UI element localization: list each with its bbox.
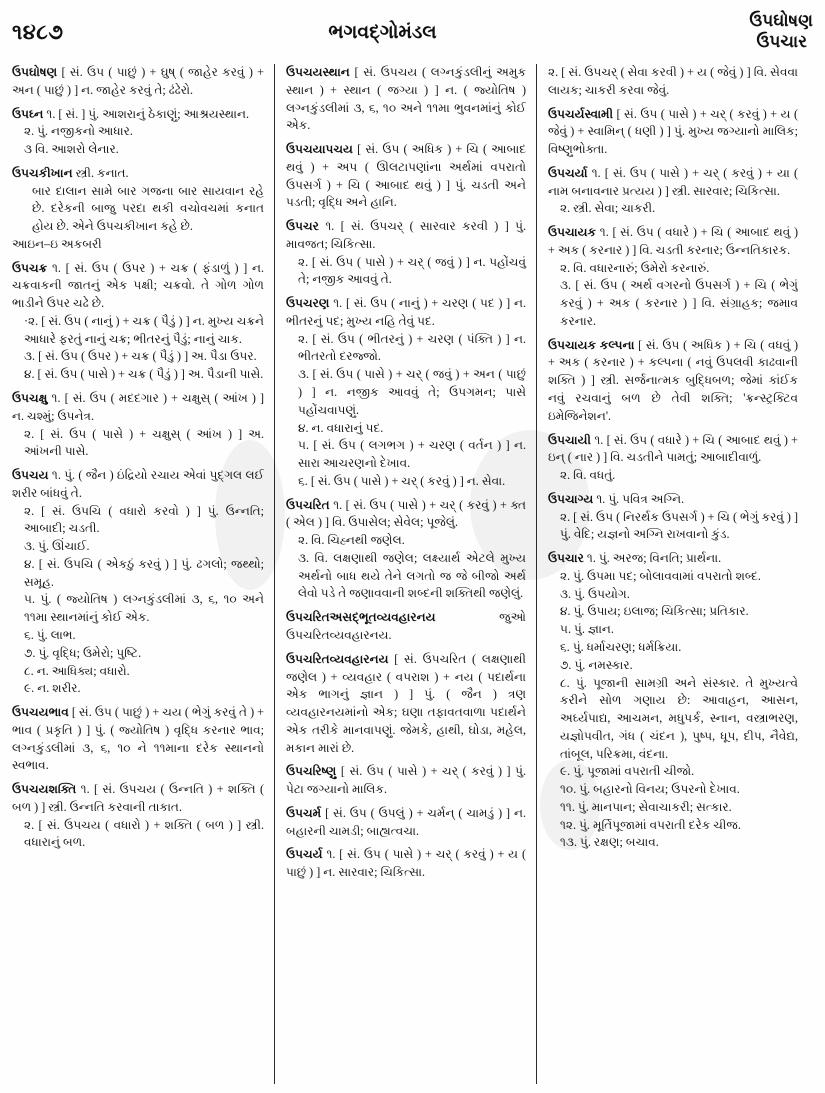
entry-definition: [ સં. ઉપ ( અધિક ) + ચિ ( વધવું ) + અક ( કરનાર ) + કલ્પના ( નવું ઉપલવી કાઢવાની શક્તિ ) ] સ્ત્રી. સર્જનાત્મક બુદ્ધિબળ; જેમાં કાંઈક નવું રચવાનું બળ છે તેવી શક્તિ; 'ક્રન્સ્ટ્રક્ટિવ ઇમેજિનેશન'.: [548, 337, 798, 423]
entry-definition: ૧. [ સં. ઉપ ( વધારે ) + ચિ ( આબાદ થવું ) + અક ( કરનાર ) ] વિ. ચડતી કરનાર; ઉન્નતિકારક.: [548, 225, 798, 257]
entry-sense: ૨. પું. નજીકનો આધાર.: [24, 124, 133, 139]
entry-sense: ૩. પું. ઊંચાઈ.: [24, 539, 90, 554]
page-number: ૧૪૮૭: [12, 20, 64, 44]
entry-sense: ૧૨. પું. મૂર્તિપૂજામાં વપરાતી દરેક ચીજ.: [560, 817, 741, 832]
dictionary-entry: [12, 390, 264, 461]
dictionary-entry: [12, 260, 264, 384]
entry-headword[interactable]: ઉપચર્યસ્વામી: [548, 106, 614, 121]
text-column-2: [274, 64, 536, 1084]
dictionary-entry: [12, 781, 264, 852]
entry-first-line: [286, 609, 526, 645]
entry-sense: ૩. પું. ઉપયોગ.: [560, 586, 630, 601]
entry-headword[interactable]: ઉપઘ્ન: [12, 106, 44, 121]
entry-sense: ૨. પું. ઉપમા પદ; બોલાવવામાં વપરાતો શબ્દ.: [560, 568, 761, 583]
entry-first-line: [286, 497, 526, 533]
text-column-1: [12, 64, 274, 1084]
entry-headword[interactable]: ઉપચર્ય: [286, 847, 323, 862]
dictionary-entry: [12, 165, 264, 254]
entry-sense: ૪. પું. ઉપાય; ઇલાજ; ચિકિત્સા; પ્રતિકાર.: [560, 604, 749, 619]
text-column-3: [536, 64, 798, 1084]
dictionary-entry: [12, 704, 264, 775]
entry-first-line: [286, 295, 526, 331]
entry-headword[interactable]: ઉપચયાપચય: [286, 142, 353, 157]
guide-word-first: ઉપઘોષણ: [749, 11, 813, 30]
dictionary-entry: [286, 218, 526, 289]
dictionary-entry: [548, 64, 798, 100]
entry-sense: ૨. વિ. વધતું.: [560, 468, 616, 483]
entry-quotation: બાર દાલાન સામે બાર ગજના બાર સાયવાન રહે છે. દરેકની બાજુ પરદા થકી વચોવચમાં કનાત હોય છે. એને ઉપચકીખાન કહે છે.: [32, 183, 264, 234]
entry-first-line: [12, 64, 264, 100]
entry-sense: ૬. પું. ધર્માચરણ; ધર્મક્રિયા.: [560, 639, 682, 654]
entry-headword[interactable]: ઉપચય: [12, 468, 49, 483]
entry-headword[interactable]: ઉપચાયી: [548, 432, 591, 447]
entry-sense: ૧૩. પું. રક્ષણ; બચાવ.: [560, 835, 659, 850]
entry-sense: ૨. [ સં. ઉપ ( ભીતરનું ) + ચરણ ( પંક્તિ ) ] ન. ભીતરતો દરજ્જો.: [298, 331, 526, 364]
entry-sense: ૧૦. પું. બહારનો વિનય; ઉપરનો દેખાવ.: [560, 782, 740, 797]
entry-definition: ૧. [ સં. ઉપ ( પાસે ) + ચર્ ( કરવું ) + યા ( નામ બનાવનાર પ્રત્યય ) ] સ્ત્રી. સારવાર; ચિકિત્સા.: [548, 165, 798, 198]
column-container: [12, 64, 813, 1084]
dictionary-entry: [548, 106, 798, 159]
entry-definition: ૧. [ સં. ઉપ ( મદદગાર ) + ચક્ષુસ્ ( આંખ ) ] ન. ચશ્મું; ઉપનેત્ર.: [12, 391, 264, 423]
dictionary-entry: [548, 432, 798, 485]
entry-definition: ૧. [ સં. ઉપ ( ઉપર ) + ચક્ર ( ફંડાળું ) ] ન. ચક્રવાકની જાતનું એક પક્ષી; ચક્રવો. તે ગોળ ગોળ ભાડીને ઉપર ચઢે છે.: [12, 260, 264, 311]
dictionary-entry: [12, 106, 264, 159]
entry-definition: [ સં. ઉપચરિત ( લક્ષણાથી જણેલ ) + વ્યવહાર ( વપરાશ ) + નય ( પદાર્થના એક ભાગનું જ્ઞાન ) ] પું. ( જૈન ) ત્રણ વ્યવહારનયમાંનો એક; ઘણા તફાવતવાળા પદાર્થને એક તરીકે માનવાપણું. જેમકે, હાથી, ઘોડા, મહેલ, મકાન મારાં છે.: [286, 651, 526, 755]
entry-sense: ૨. [ સં. ઉપ ( પાસે ) + ચર્ ( જવું ) ] ન. પહોંચવું તે; નજીક આવવું તે.: [298, 254, 526, 287]
entry-first-line: [548, 106, 798, 159]
entry-sense: ૪. [ સં. ઉપચિ ( એકઠું કરવું ) ] પું. ઢગલો; જથ્થો; સમૂહ.: [24, 556, 264, 589]
dictionary-entry: [286, 64, 526, 135]
dictionary-entry: [12, 467, 264, 698]
entry-first-line: [286, 64, 526, 135]
entry-definition: ૧. [ સં. ઉપ ( પાસે ) + ચર્ ( કરવું ) + ક્ત ( એલ ) ] વિ. ઉપાસેલ; સેવેલ; પૂજેલું.: [286, 497, 526, 530]
dictionary-entry: [286, 763, 526, 799]
entry-first-line: [548, 432, 798, 468]
entry-sense: ૭. પું. વૃદ્ધિ; ઉમેરો; પુષ્ટિ.: [24, 645, 142, 660]
entry-first-line: [286, 846, 526, 882]
dictionary-entry: [286, 846, 526, 882]
entry-first-line: [12, 781, 264, 817]
dictionary-entry: [286, 609, 526, 645]
entry-headword[interactable]: ઉપચક્ર: [12, 260, 48, 275]
entry-headword[interactable]: ઉપચકીખાન: [12, 165, 73, 180]
dictionary-entry: [548, 337, 798, 426]
entry-sense: ૨. [ સં. ઉપચિ ( વધારો કરવો ) ] પું. ઉન્નતિ; આબાદી; ચડતી.: [24, 503, 264, 536]
entry-headword[interactable]: ઉપચર્મ: [286, 805, 322, 820]
entry-headword[interactable]: ઉપચાયક: [548, 225, 597, 240]
entry-sense: ૩ વિ. આશરો લેનાર.: [24, 142, 119, 157]
entry-sense: ૮. પું. પૂજાની સામગ્રી અને સંસ્કાર. તે મુખ્યત્વે કરીને સોળ ગણાય છે: આવાહન, આસન, અર્ઘ્યપાદ્ય, આચમન, મધુપર્ક, સ્નાન, વસ્ત્રાભરણ, યજ્ઞોપવીત, ગંધ ( ચંદન ), પુષ્પ, ધૂપ, દીપ, નૈવેદ્ય, તાંબૂલ, પરિક્રમા, વંદના.: [560, 675, 798, 761]
entry-sense: ૮. ન. આધિક્ય; વધારો.: [24, 663, 130, 678]
dictionary-entry: [286, 651, 526, 758]
entry-headword[interactable]: ઉપચાયક કલ્પના: [548, 337, 635, 352]
entry-sense: ૪. [ સં. ઉપ ( પાસે ) + ચક્ર ( પૈડું ) ] અ. પૈડાની પાસે.: [24, 367, 264, 382]
dictionary-entry: [548, 550, 798, 852]
entry-headword[interactable]: ઉપચક્ષુ: [12, 391, 48, 406]
entry-sense: ૨. [ સં. ઉપચય ( વધારો ) + શક્તિ ( બળ ) ] સ્ત્રી. વધારાનું બળ.: [24, 817, 264, 850]
entry-first-line: [548, 224, 798, 260]
dictionary-entry: [548, 491, 798, 544]
entry-first-line: [548, 550, 798, 568]
entry-first-line: [12, 260, 264, 313]
entry-definition: ૧. [ સં. ઉપચય ( ઉન્નતિ ) + શક્તિ ( બળ ) ] સ્ત્રી. ઉન્નતિ કરવાની તાકાત.: [12, 782, 265, 814]
book-title: ભગવદ્ગોમંડલ: [328, 22, 437, 43]
entry-headword[interactable]: ઉપચરણ: [286, 296, 330, 311]
entry-definition: ૧. [ સં. ] પું. આશરાનું ઠેકાણું; આશ્રયસ્થાન.: [46, 106, 250, 121]
entry-sense: ૨. સ્ત્રી. સેવા; ચાકરી.: [560, 201, 656, 216]
dictionary-entry: [286, 295, 526, 490]
entry-headword[interactable]: ઉપચર: [286, 219, 319, 234]
entry-definition: ઉપચરિતવ્યવહારનય.: [286, 627, 392, 642]
dictionary-entry: [286, 141, 526, 212]
entry-sense: ૯. પું. પૂજામાં વપરાતી ચીજો.: [560, 764, 695, 779]
entry-headword[interactable]: ઉપઘોષણ: [12, 65, 58, 79]
entry-sense: ૫. પું. ( જ્યોતિષ ) લગ્નકુંડલીમાં ૩, ૬, ૧૦ અને ૧૧મા સ્થાનમાંનું કોઈ એક.: [24, 592, 264, 625]
entry-sense: ૩. [ સં. ઉપ ( અર્થ વગરનો ઉપસર્ગ ) + ચિ ( ભેગું કરવું ) + અક ( કરનાર ) ] વિ. સંગ્રાહક; જમાવ કરનાર.: [560, 278, 798, 328]
entry-sense: ૪. ન. વધારાનું પદ.: [298, 420, 384, 435]
entry-definition: [ સં. ઉપ ( પાછું ) + ઘુષ્ ( જાહેર કરવું ) + અન ( પાછું ) ] ન. જાહેર કરવું તે; ઢંઢેરો.: [12, 65, 264, 97]
entry-sense: ૨. [ સં. ઉપ ( પાસે ) + ચક્ષુસ્ ( આંખ ) ] અ. આંખની પાસે.: [24, 426, 264, 459]
dictionary-entry: [286, 497, 526, 604]
dictionary-entry: [286, 805, 526, 841]
guide-word-second: ઉપચાર: [756, 32, 807, 52]
entry-first-line: [286, 805, 526, 841]
entry-first-line: [548, 491, 798, 509]
entry-headword[interactable]: ઉપચરિતવ્યવહારનય: [286, 651, 389, 666]
entry-sense: ૫. પું. જ્ઞાન.: [560, 622, 614, 637]
entry-headword[interactable]: ઉપચાગ્ય: [548, 491, 594, 506]
entry-sense: ૩. વિ. લક્ષણાથી જણેલ; લક્ષ્યાર્થ એટલે મુખ્ય અર્થનો બાધ થયે તેને લગતો જ જે બીજો અર્થ લેવો પડે તે જણાવવાની શબ્દની શક્તિથી જણેલું.: [298, 550, 526, 601]
entry-first-line: [286, 218, 526, 254]
entry-first-line: [12, 165, 264, 183]
entry-first-line: [286, 141, 526, 212]
guide-words: [663, 10, 813, 53]
dictionary-entry: [548, 224, 798, 331]
entry-headword[interactable]: ઉપચરિત: [286, 497, 330, 512]
entry-headword[interactable]: ઉપચયશક્તિ: [12, 782, 77, 797]
entry-definition: ૧. [ સં. ઉપચર્ ( સારવાર કરવી ) ] પું. માવજત; ચિકિત્સા.: [286, 219, 526, 251]
entry-sense: ૩. [ સં. ઉપ ( પાસે ) + ચર્ ( જવું ) + અન ( પાછું ) ] ન. નજીક આવવું તે; ઉપગમન; પાસે પહોંચવાપણું.: [298, 367, 526, 417]
entry-definition: સ્ત્રી. કનાત.: [75, 165, 129, 180]
entry-definition: [ સં. ઉપચય ( લગ્નકુંડલીનું અમુક સ્થાન ) + સ્થાન ( જગ્યા ) ] ન. ( જ્યોતિષ ) લગ્નકુંડલીમાં ૩, ૬, ૧૦ અને ૧૧મા ભુવનમાંનું કોઈ એક.: [286, 65, 526, 133]
dictionary-entry: [12, 64, 264, 100]
entry-sense: ૧૧. પું. માનપાન; સેવાચાકરી; સત્કાર.: [560, 799, 732, 814]
entry-definition: [ સં. ઉપ ( ઉપલું ) + ચર્મન્ ( ચામડું ) ] ન. બહારની ચામડી; બાહ્યત્વચા.: [286, 805, 526, 838]
entry-first-line: [548, 165, 798, 201]
entry-quotation-source: આઇન–ઇ અકબરી: [12, 236, 102, 251]
entry-first-line: [12, 106, 264, 124]
entry-first-line: [286, 763, 526, 799]
cross-reference-label[interactable]: જુઓ: [499, 610, 526, 625]
entry-first-line: [548, 337, 798, 426]
entry-definition: ૧. [ સં. ઉપ ( પાસે ) + ચર્ ( કરવું ) + ય ( પાછું ) ] ન. સારવાર; ચિકિત્સા.: [286, 847, 526, 880]
entry-sense: ૯. ન. શરીર.: [24, 681, 81, 696]
entry-definition: [ સં. ઉપ ( અધિક ) + ચિ ( આબાદ થવું ) + અપ ( ઊલટાપણાંના અર્થમાં વપરાતો ઉપસર્ગ ) + ચિ ( આબાદ થવું ) ] પું. ચડતી અને પડતી; વૃદ્ધિ અને હાનિ.: [286, 142, 526, 210]
entry-first-line: [12, 390, 264, 426]
entry-sense: ૫. [ સં. ઉપ ( લગભગ ) + ચરણ ( વર્તન ) ] ન. સારા આચરણનો દેખાવ.: [298, 438, 526, 471]
entry-definition: [ સં. ઉપ ( પાસે ) + ચર્ ( કરવું ) + ય ( જેવું ) + સ્વામિન્ ( ધણી ) ] પું. મુખ્ય જગ્યાનો માલિક; વિષ્ણુભોક્તા.: [548, 106, 798, 157]
entry-definition: ૧. [ સં. ઉપ ( નાનું ) + ચરણ ( પદ ) ] ન. ભીતરનું પદ; મુખ્ય નહિ તેવું પદ.: [286, 296, 526, 328]
entry-first-line: [548, 64, 798, 100]
entry-definition: ૨. [ સં. ઉપચર્ ( સેવા કરવી ) + ય ( જેવું ) ] વિ. સેવવા લાયક; ચાકરી કરવા જેવું.: [548, 65, 798, 97]
running-head: [12, 10, 813, 62]
entry-headword[interactable]: ઉપચર્યા: [548, 165, 588, 180]
entry-headword[interactable]: ઉપચયસ્થાન: [286, 65, 350, 79]
entry-first-line: [12, 704, 264, 775]
entry-sense: ૬. [ સં. ઉપ ( પાસે ) + ચર્ ( કરવું ) ] ન. સેવા.: [298, 473, 506, 488]
entry-definition: ૧. [ સં. ઉપ ( વધારે ) + ચિ ( આબાદ થવું ) + ઇન્ ( નાર ) ] વિ. ચડતીને પામતું; આબાદીવાળું.: [548, 432, 798, 465]
entry-sense: ૨. વિ. ચિહ્નથી જણેલ.: [298, 533, 405, 548]
entry-headword[interactable]: ઉપચરિષ્ણુ: [286, 764, 337, 779]
entry-definition: ૧. પું. અરજ; વિનતિ; પ્રાર્થના.: [586, 551, 722, 566]
entry-sense: ૨. [ સં. ઉપ ( નિરર્થક ઉપસર્ગ ) + ચિ ( ભેગું કરવું ) ] પું. વેદિ; યજ્ઞનો અગ્નિ રાખવાનો કુંડ.: [560, 509, 798, 542]
dictionary-entry: [548, 165, 798, 218]
entry-sense: ·૨. [ સં. ઉપ ( નાનું ) + ચક્ર ( પૈડું ) ] ન. મુખ્ય ચક્રને આધારે ફરતું નાનું ચક્ર; ભીતરનું પૈડું; નાનું ચાક.: [24, 313, 264, 346]
entry-definition: ૧. પું. પવિત્ર અગ્નિ.: [596, 491, 685, 506]
entry-headword[interactable]: ઉપચરિતઅસદ્ભૂતવ્યવહારનય: [286, 610, 436, 625]
entry-definition: [ સં. ઉપ ( પાસે ) + ચર્ ( કરવું ) ] પું. પેટા જગ્યાનો માલિક.: [286, 764, 527, 797]
entry-sense: ૨. વિ. વધારનારું; ઉમેરો કરનારું.: [560, 260, 710, 275]
entry-definition: ૧. પું. ( જૈન ) ઇંદ્રિયો રચાય એવાં પુદ્ગલ લઈ શરીર બાંધવું તે.: [12, 468, 264, 500]
entry-sense: ૭. પું. નમસ્કાર.: [560, 657, 633, 672]
entry-sense: ૬. પું. લાભ.: [24, 627, 76, 642]
entry-definition: [ સં. ઉપ ( પાછું ) + ચય ( ભેગું કરવું તે ) + ભાવ ( પ્રકૃતિ ) ] પું. ( જ્યોતિષ ) વૃદ્ધિ કરનાર ભાવ; લગ્નકુંડલીમાં ૩, ૬, ૧૦ ને ૧૧માના દરેક સ્થાનનો સ્વભાવ.: [12, 705, 264, 773]
entry-headword[interactable]: ઉપચયભાવ: [12, 705, 69, 720]
entry-sense: ૩. [ સં. ઉપ ( ઉપર ) + ચક્ર ( પૈડું ) ] અ. પૈડા ઉપર.: [24, 349, 257, 364]
entry-headword[interactable]: ઉપચાર: [548, 551, 584, 566]
entry-first-line: [286, 651, 526, 758]
entry-first-line: [12, 467, 264, 503]
